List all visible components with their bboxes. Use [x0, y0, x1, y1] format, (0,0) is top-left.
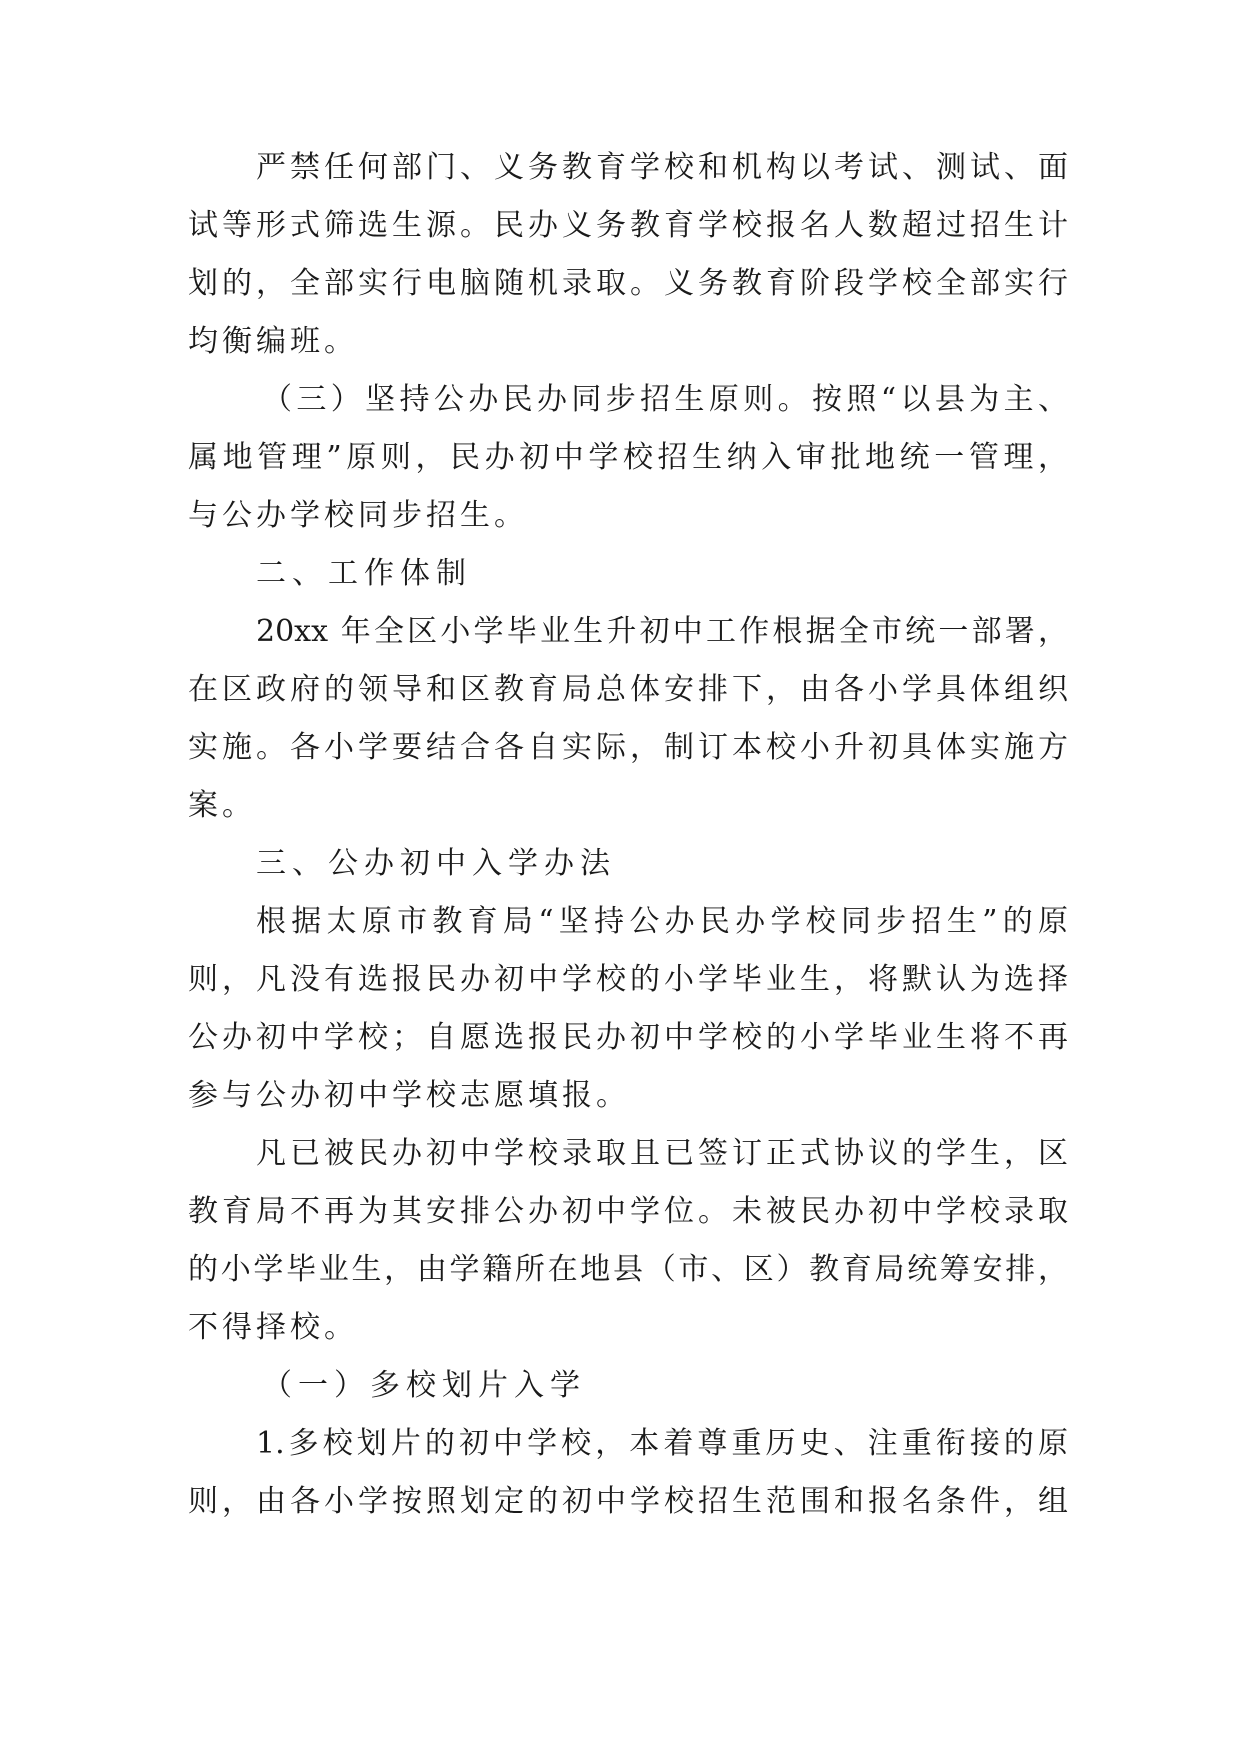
paragraph-line: 则，由各小学按照划定的初中学校招生范围和报名条件，组 [188, 1484, 1068, 1519]
paragraph-line: （三）坚持公办民办同步招生原则。按照“以县为主、 [262, 382, 1068, 417]
paragraph-line: 20xx 年全区小学毕业生升初中工作根据全市统一部署， [256, 614, 1068, 649]
paragraph-line: 实施。各小学要结合各自实际，制订本校小升初具体实施方 [188, 730, 1068, 765]
paragraph-line: 与公办学校同步招生。 [188, 498, 528, 533]
paragraph-line: 1.多校划片的初中学校，本着尊重历史、注重衔接的原 [256, 1426, 1068, 1461]
paragraph-line: 教育局不再为其安排公办初中学位。未被民办初中学校录取 [188, 1194, 1068, 1229]
paragraph-line: 属地管理”原则，民办初中学校招生纳入审批地统一管理， [188, 440, 1068, 475]
section-heading: 三、公办初中入学办法 [256, 846, 616, 881]
paragraph-line: 严禁任何部门、义务教育学校和机构以考试、测试、面 [256, 150, 1068, 185]
paragraph-line: 公办初中学校；自愿选报民办初中学校的小学毕业生将不再 [188, 1020, 1068, 1055]
paragraph-line: 不得择校。 [188, 1310, 358, 1345]
paragraph-line: 在区政府的领导和区教育局总体安排下，由各小学具体组织 [188, 672, 1068, 707]
paragraph-line: 试等形式筛选生源。民办义务教育学校报名人数超过招生计 [188, 208, 1068, 243]
paragraph-line: 根据太原市教育局“坚持公办民办学校同步招生”的原 [256, 904, 1068, 939]
paragraph-line: 案。 [188, 788, 256, 823]
section-heading: 二、工作体制 [256, 556, 472, 591]
paragraph-line: 则，凡没有选报民办初中学校的小学毕业生，将默认为选择 [188, 962, 1068, 997]
paragraph-line: 均衡编班。 [188, 324, 358, 359]
paragraph-line: 划的，全部实行电脑随机录取。义务教育阶段学校全部实行 [188, 266, 1068, 301]
paragraph-line: 的小学毕业生，由学籍所在地县（市、区）教育局统筹安排， [188, 1252, 1068, 1287]
paragraph-line: 凡已被民办初中学校录取且已签订正式协议的学生，区 [256, 1136, 1068, 1171]
subsection-heading: （一）多校划片入学 [262, 1368, 586, 1403]
paragraph-line: 参与公办初中学校志愿填报。 [188, 1078, 630, 1113]
